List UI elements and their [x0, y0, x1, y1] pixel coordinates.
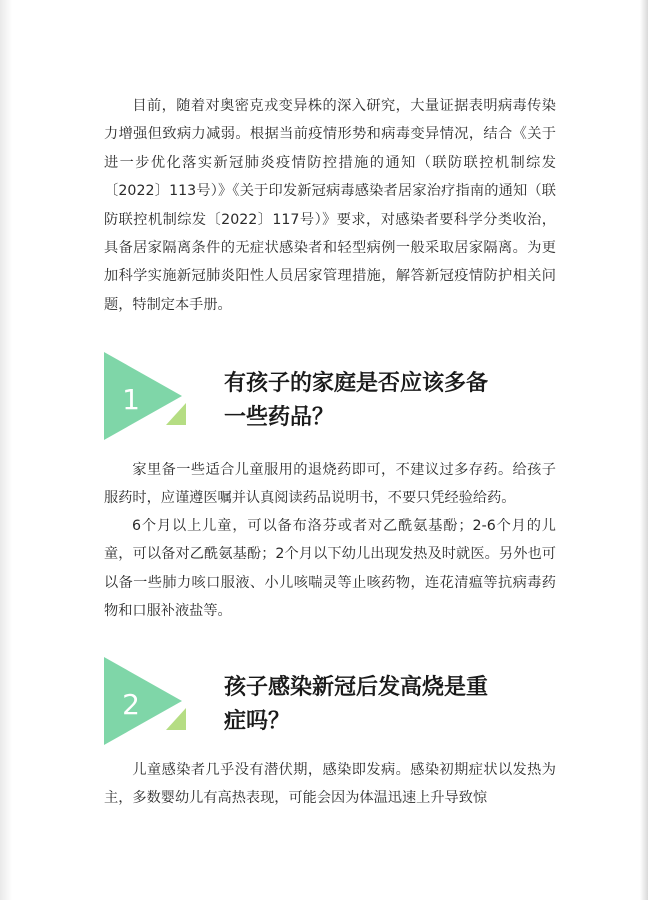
badge-accent-triangle [166, 403, 186, 425]
badge-accent-triangle [166, 708, 186, 730]
intro-paragraph [104, 92, 556, 319]
section-1-paragraph-2 [104, 512, 556, 626]
section-2-number: 2 [122, 688, 140, 721]
section-2-paragraph-1-text: 儿童感染者几乎没有潜伏期，感染即发病。感染初期症状以发热为主，多数婴幼儿有高热表现，可能会因为体温迅速上升导致惊 [104, 762, 556, 807]
badge-main-triangle [104, 657, 182, 745]
section-2-title-line-1: 孩子感染新冠后发高烧是重 [224, 675, 489, 700]
section-1-title-line-1: 有孩子的家庭是否应该多备 [224, 371, 489, 396]
section-1-title [224, 367, 554, 435]
section-1-title-line-2: 一些药品？ [224, 405, 335, 430]
section-1-number: 1 [122, 383, 140, 416]
section-2-paragraph-1 [104, 756, 556, 813]
page-edge-left [0, 0, 12, 900]
section-2-triangle-icon [104, 657, 186, 745]
badge-main-triangle [104, 352, 182, 440]
section-1-triangle-icon [104, 352, 186, 440]
section-1-paragraph-2-text: 6个月以上儿童，可以备布洛芬或者对乙酰氨基酚；2-6个月的儿童，可以备对乙酰氨基酚；2个月以下幼儿出现发热及时就医。另外也可以备一些肺力咳口服液、小儿咳喘灵等止咳药物，连花清瘟等抗病毒药物和口服补液盐等。 [104, 518, 556, 620]
section-1-badge [104, 352, 186, 440]
section-1-paragraph-1-text: 家里备一些适合儿童服用的退烧药即可，不建议过多存药。给孩子服药时，应谨遵医嘱并认真阅读药品说明书，不要只凭经验给药。 [104, 462, 556, 507]
page-edge-right [640, 0, 648, 900]
intro-text: 目前，随着对奥密克戎变异株的深入研究，大量证据表明病毒传染力增强但致病力减弱。根据当前疫情形势和病毒变异情况，结合《关于进一步优化落实新冠肺炎疫情防控措施的通知（联防联控机制综发〔2022〕113号）》《关于印发新冠病毒感染者居家治疗指南的通知（联防联控机制综发〔2022〕117号）》要求，对感染者要科学分类收治，具备居家隔离条件的无症状感染者和轻型病例一般采取居家隔离。为更加科学实施新冠肺炎阳性人员居家管理措施，解答新冠疫情防护相关问题，特制定本手册。 [104, 98, 556, 313]
section-2-title-line-2: 症吗？ [224, 709, 291, 734]
section-2-title [224, 671, 554, 739]
section-2-badge [104, 657, 186, 745]
section-1-paragraph-1 [104, 456, 556, 513]
